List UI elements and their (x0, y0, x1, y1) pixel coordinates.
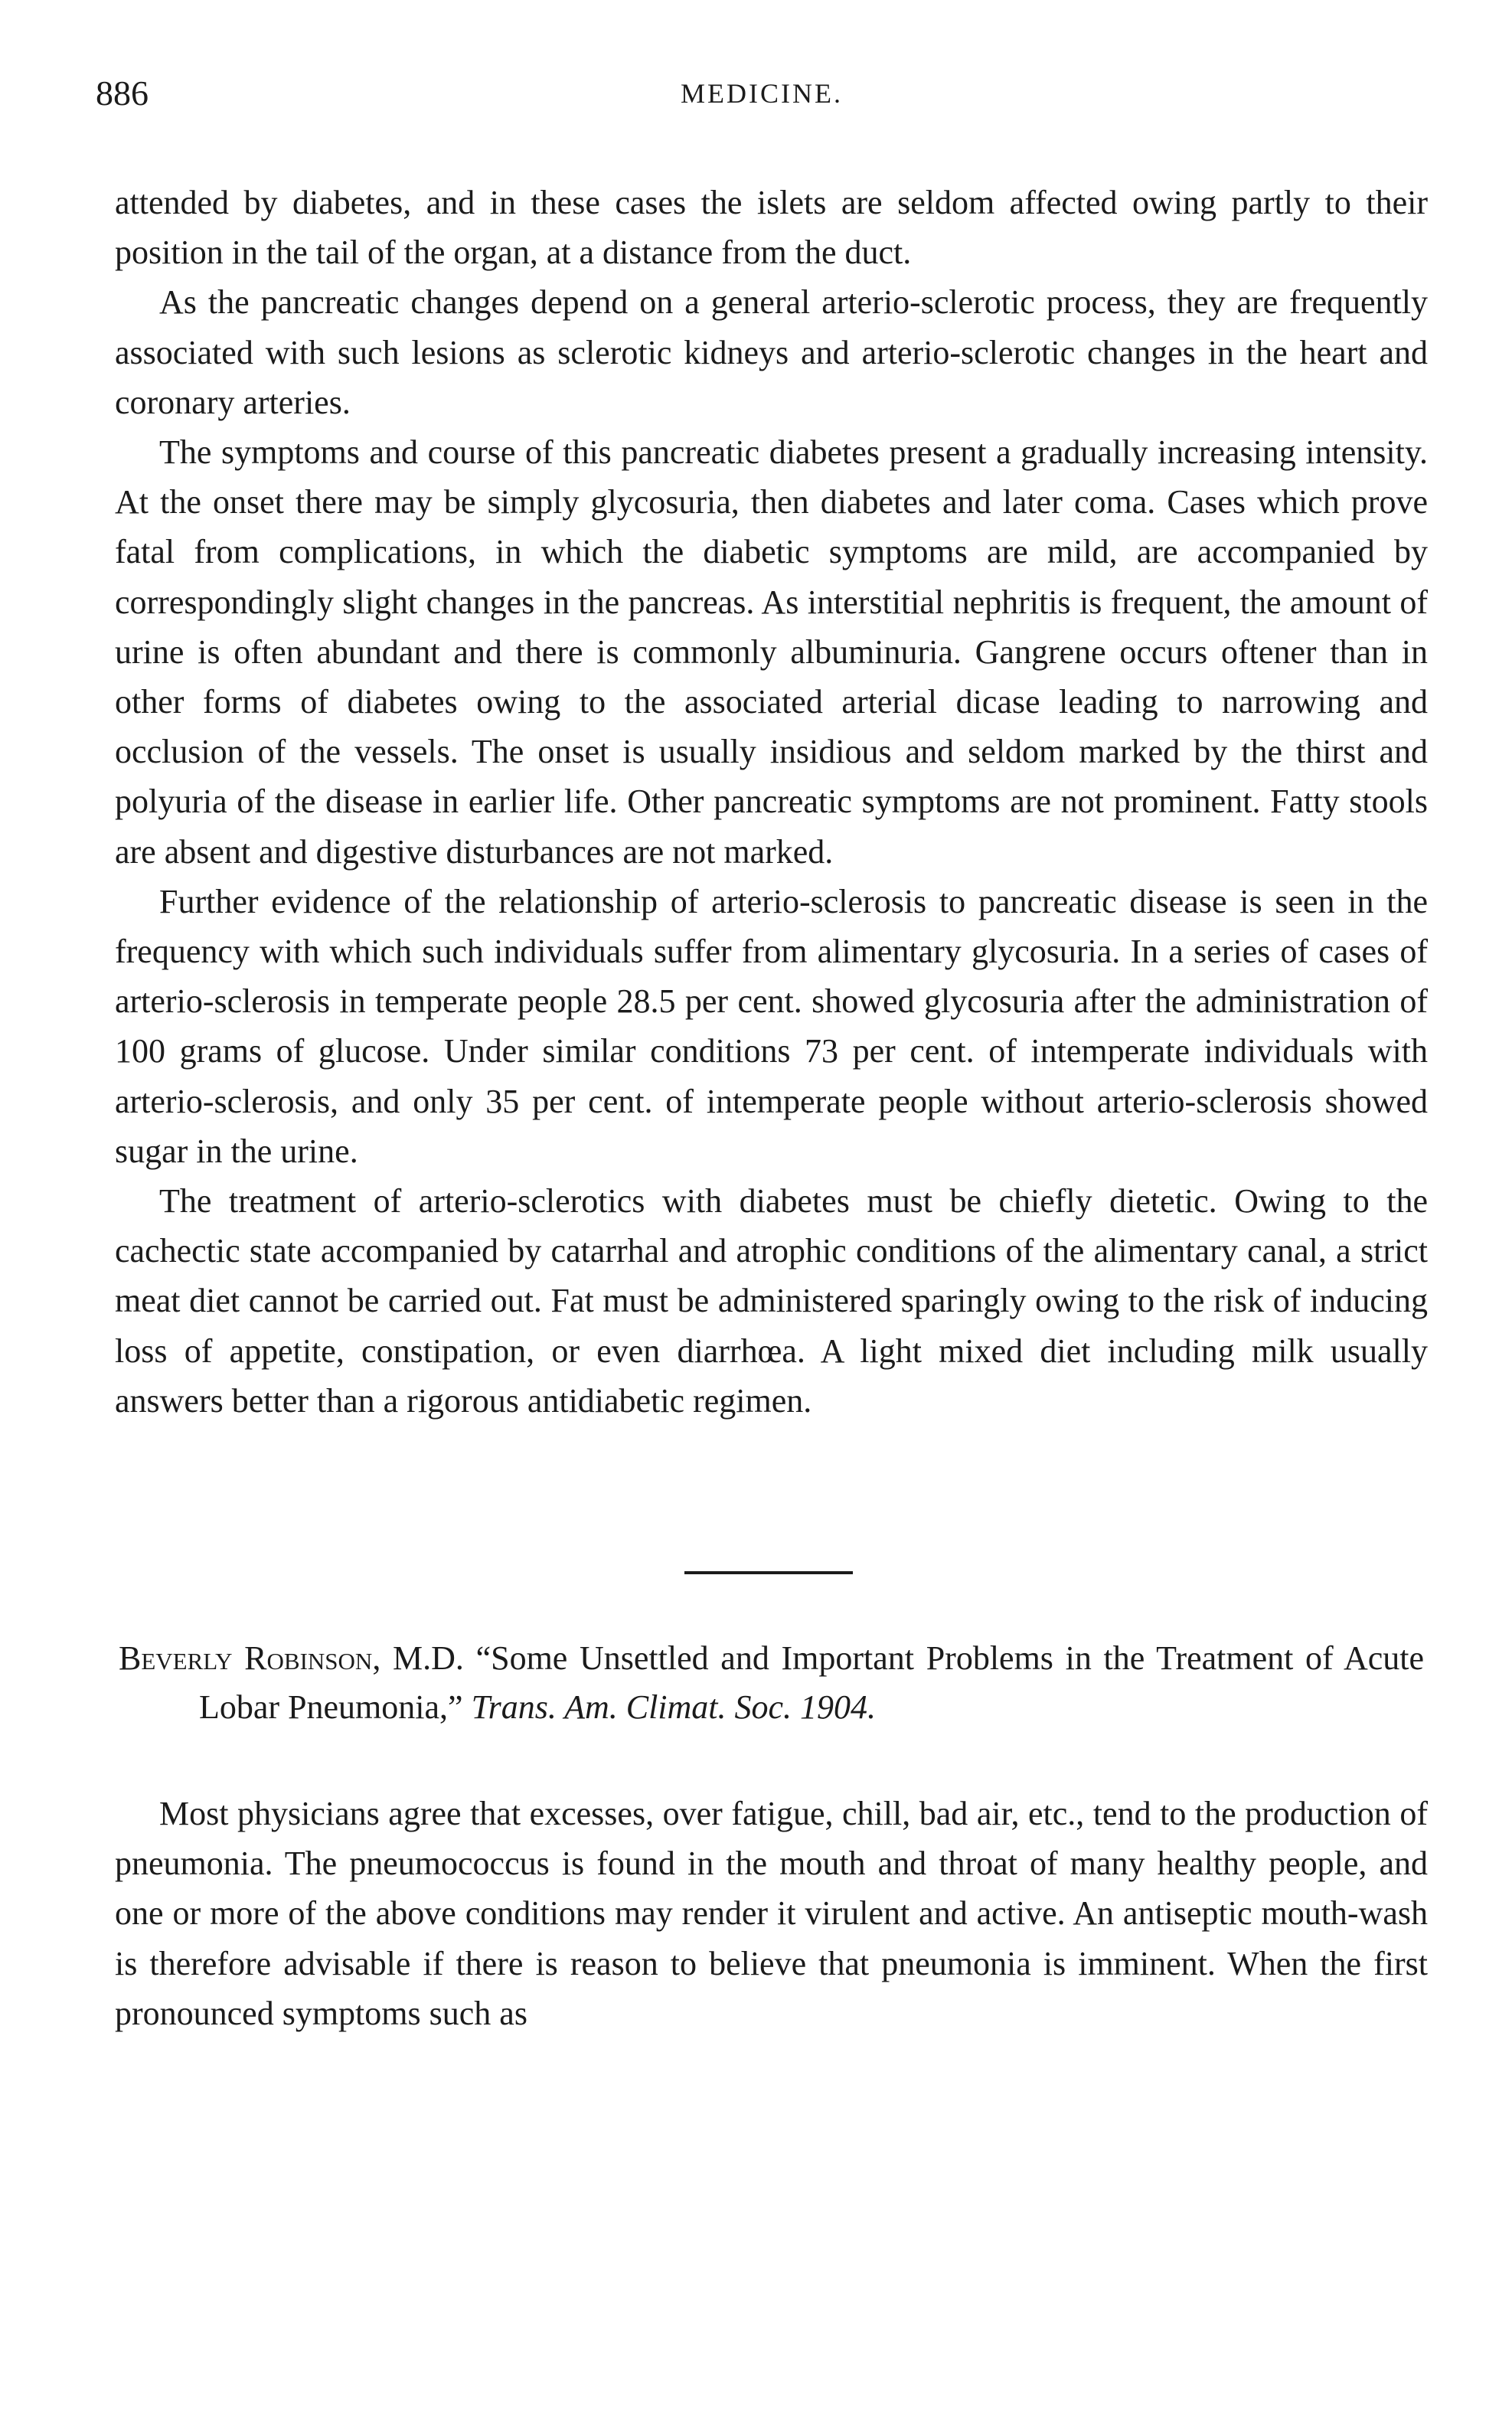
body-text-top (115, 178, 1428, 1426)
citation-journal: Trans. Am. Climat. Soc. 1904. (471, 1688, 877, 1726)
paragraph: attended by diabetes, and in these cases the islets are seldom affected owing partly to their position in the tail of the organ, at a distance from the duct. (115, 184, 1428, 272)
body-text-bottom (115, 1789, 1428, 2038)
paragraph: Further evidence of the relationship of arterio-sclerosis to pancreatic disease is seen in the frequency with which such individuals suffer from alimentary glycosuria. In a series of cases of arterio-sclerosis in temperate people 28.5 per cent. showed glycosuria after the administration of 100 grams of glucose. Under similar conditions 73 per cent. of intemperate individuals with arterio-sclerosis, and only 35 per cent. of intemperate people without arterio-sclerosis showed sugar in the urine. (115, 882, 1428, 1170)
citation (119, 1634, 1424, 1732)
paragraph: As the pancreatic changes depend on a general arterio-sclerotic process, they are frequently associated with such lesions as sclerotic kidneys and arterio-sclerotic changes in the heart and coronary arteries. (115, 283, 1428, 421)
running-head (96, 73, 1428, 119)
section-divider (684, 1571, 853, 1574)
page-number: 886 (96, 74, 149, 113)
paragraph: The symptoms and course of this pancreatic diabetes present a gradually increasing intensity. At the onset there may be simply glycosuria, then diabetes and later coma. Cases which prove fatal from complications, in which the diabetic symptoms are mild, are accompanied by correspondingly slight changes in the pancreas. As interstitial nephritis is frequent, the amount of urine is often abundant and there is commonly albuminuria. Gangrene occurs oftener than in other forms of diabetes owing to the associated arterial dicase leading to narrowing and occlusion of the vessels. The onset is usually insidious and seldom marked by the thirst and polyuria of the disease in earlier life. Other pancreatic symptoms are not prominent. Fatty stools are absent and digestive disturbances are not marked. (115, 433, 1428, 871)
paragraph: Most physicians agree that excesses, over fatigue, chill, bad air, etc., tend to the production of pneumonia. The pneumococcus is found in the mouth and throat of many healthy people, and one or more of the above conditions may render it virulent and active. An antiseptic mouth-wash is therefore advisable if there is reason to believe that pneumonia is imminent. When the first pronounced symptoms such as (115, 1795, 1428, 2032)
citation-author: Beverly Robinson, M.D. (119, 1639, 464, 1677)
running-title: MEDICINE. (681, 78, 843, 109)
citation-title: “Some Unsettled and Important Problems in the Treatment of Acute Lobar Pneumonia,” (199, 1639, 1425, 1726)
paragraph: The treatment of arterio-sclerotics with diabetes must be chiefly dietetic. Owing to the cachectic state accompanied by catarrhal and atrophic conditions of the alimentary canal, a strict meat diet cannot be carried out. Fat must be administered sparingly owing to the risk of inducing loss of appetite, constipation, or even diarrhœa. A light mixed diet including milk usually answers better than a rigorous antidiabetic regimen. (115, 1182, 1428, 1420)
